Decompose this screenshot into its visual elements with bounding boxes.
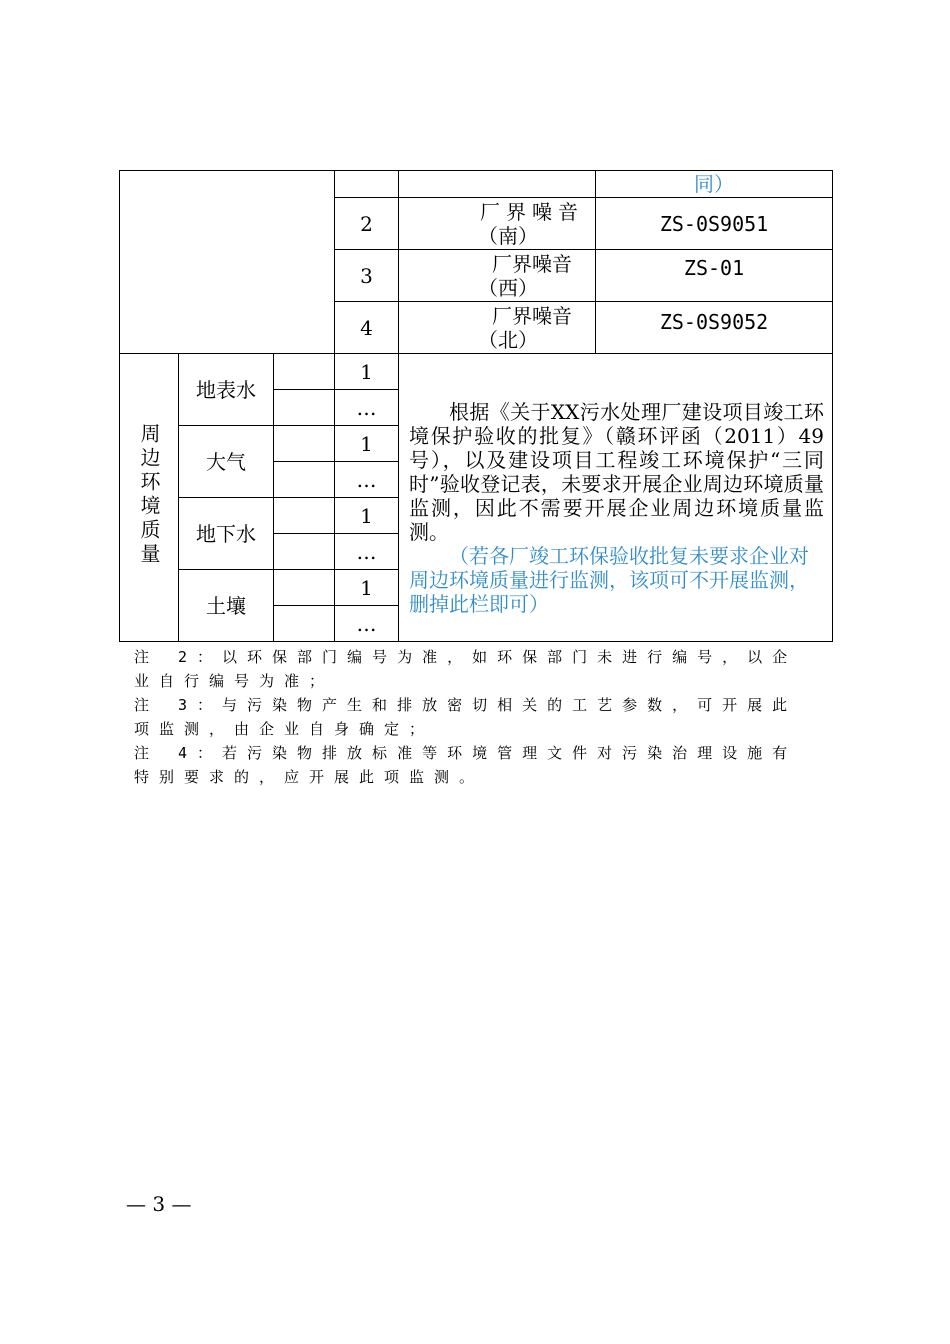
footnote: 注 2：以环保部门编号为准，如环保部门未进行编号，以企业自行编号为准； xyxy=(134,648,798,690)
num-cell: 1 xyxy=(335,570,399,606)
empty-cell xyxy=(274,462,335,498)
num-cell: 4 xyxy=(335,302,399,354)
merged-empty-cell xyxy=(120,171,335,354)
table-row xyxy=(120,354,833,390)
env-item-label: 土壤 xyxy=(179,570,274,642)
empty-cell xyxy=(274,426,335,462)
env-description xyxy=(399,354,833,642)
num-cell: 2 xyxy=(335,198,399,250)
num-cell: … xyxy=(335,606,399,642)
name-line-1: 厂界噪音 xyxy=(480,199,585,224)
name-line-2: （南） xyxy=(478,223,539,248)
cont-name-tail: 同） xyxy=(596,171,833,198)
num-cell: … xyxy=(335,462,399,498)
name-cell xyxy=(399,250,596,302)
code-cell: ZS-01 xyxy=(596,250,833,302)
name-cell xyxy=(399,302,596,354)
num-cell: … xyxy=(335,390,399,426)
monitoring-table xyxy=(119,170,833,642)
name-cell xyxy=(399,198,596,250)
footnotes xyxy=(134,645,814,789)
page-number: — 3 — xyxy=(126,1192,192,1216)
empty-cell xyxy=(274,354,335,390)
env-section-label-text: 周边环境质量 xyxy=(137,423,161,567)
env-item-label: 大气 xyxy=(179,426,274,498)
empty-cell xyxy=(274,606,335,642)
num-cell: 1 xyxy=(335,354,399,390)
empty-cell xyxy=(274,570,335,606)
name-line-1: 厂界噪音 xyxy=(492,303,573,328)
num-cell: 1 xyxy=(335,426,399,462)
empty-cell xyxy=(274,534,335,570)
footnote: 注 3：与污染物产生和排放密切相关的工艺参数，可开展此项监测，由企业自身确定； xyxy=(134,696,798,738)
name-cell xyxy=(399,171,596,198)
env-desc-note: （若各厂竣工环保验收批复未要求企业对周边环境质量进行监测，该项可不开展监测，删掉此栏即可） xyxy=(409,544,810,616)
name-line-2: （北） xyxy=(478,327,539,352)
env-section-label xyxy=(120,354,179,642)
num-cell: … xyxy=(335,534,399,570)
env-item-label: 地下水 xyxy=(179,498,274,570)
name-line-1: 厂界噪音 xyxy=(492,251,573,276)
code-cell: ZS-0S9051 xyxy=(596,198,833,250)
num-cell xyxy=(335,171,399,198)
empty-cell xyxy=(274,498,335,534)
table-row xyxy=(120,171,833,198)
empty-cell xyxy=(274,390,335,426)
env-item-label: 地表水 xyxy=(179,354,274,426)
num-cell: 3 xyxy=(335,250,399,302)
env-desc-text: 根据《关于XX污水处理厂建设项目竣工环境保护验收的批复》（赣环评函（2011）49号），以及建设项目工程竣工环境保护“三同时”验收登记表，未要求开展企业周边环境质量监测，因此不需要开展企业周边环境质量监测。 xyxy=(409,400,825,544)
name-line-2: （西） xyxy=(478,275,539,300)
footnote: 注 4：若污染物排放标准等环境管理文件对污染治理设施有特别要求的，应开展此项监测。 xyxy=(134,744,798,786)
num-cell: 1 xyxy=(335,498,399,534)
code-cell: ZS-0S9052 xyxy=(596,302,833,354)
